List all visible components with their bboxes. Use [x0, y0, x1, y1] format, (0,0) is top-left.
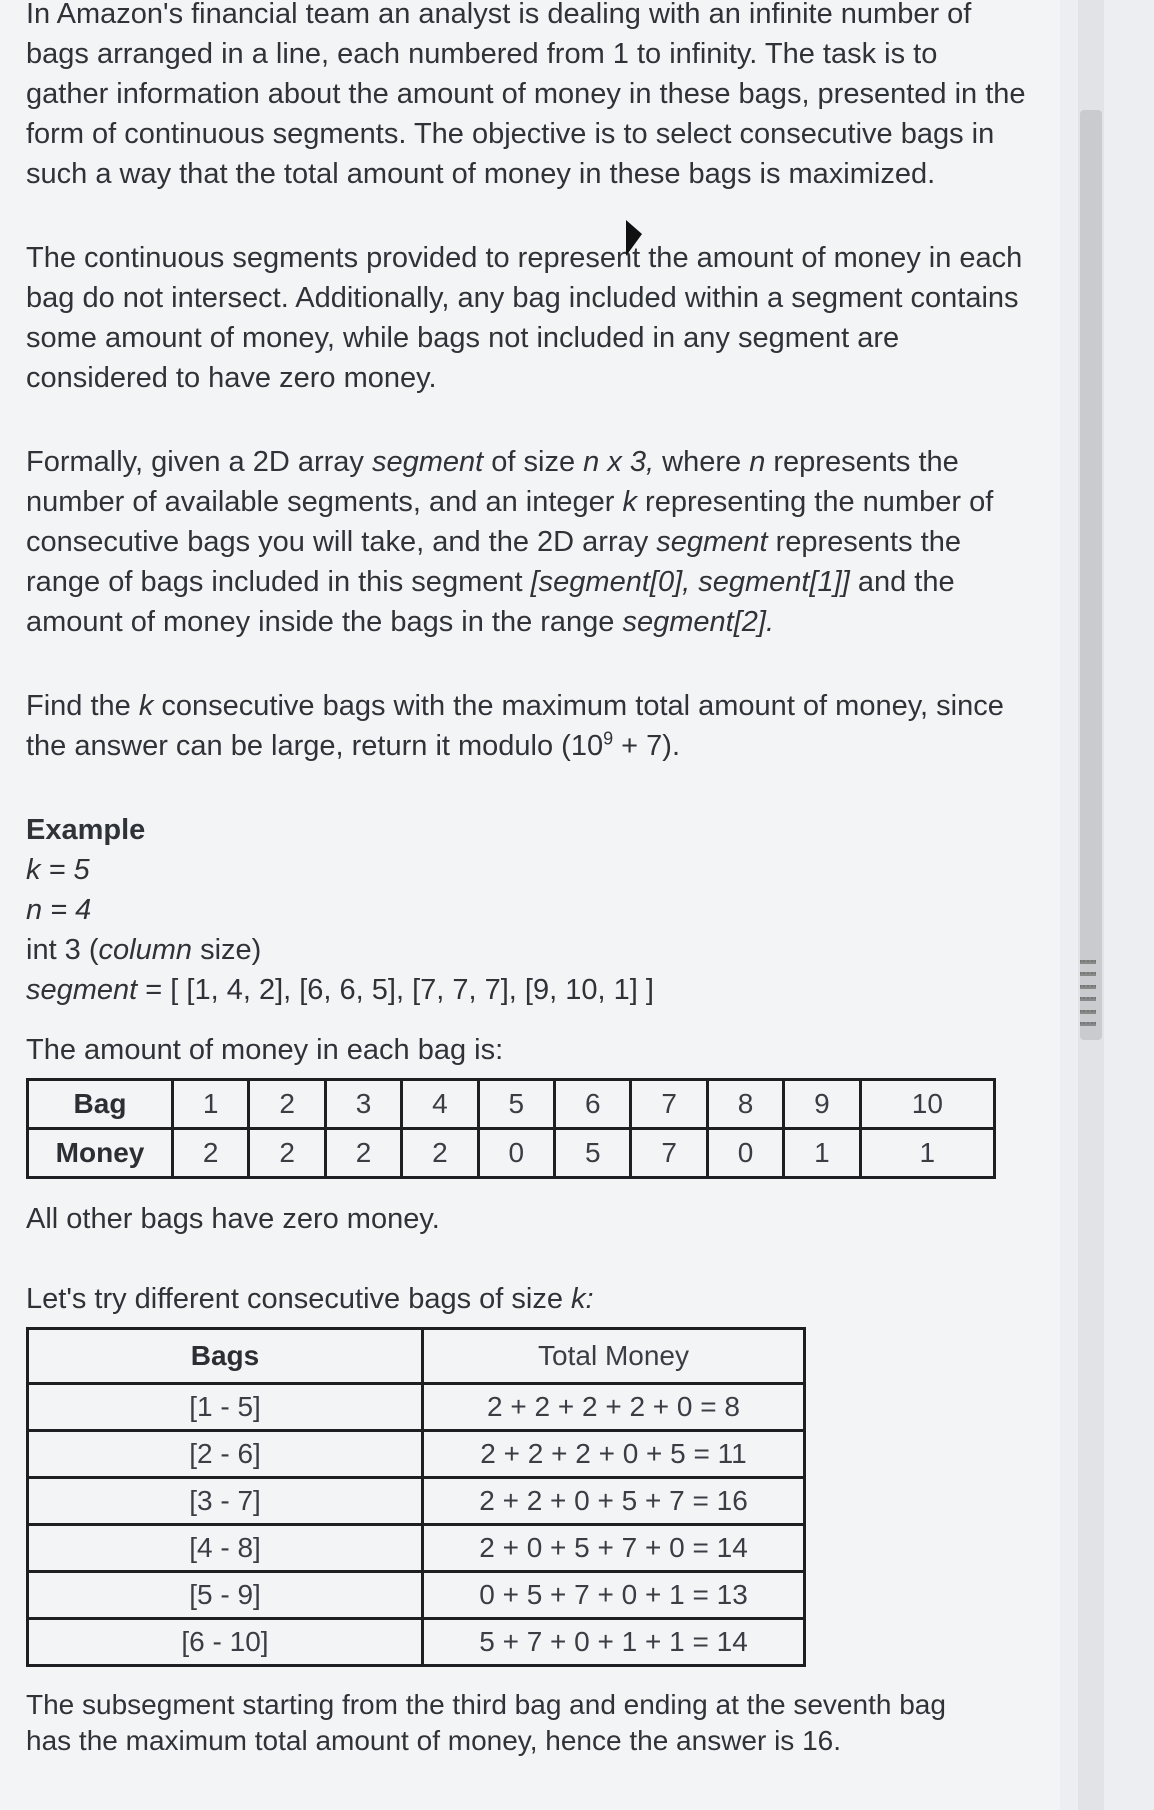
- table-row: [28, 1384, 805, 1431]
- paragraph-intro: In Amazon's financial team an analyst is dealing with an infinite number of bags arranged in a line, each numbered from 1 to infinity. The task is to gather information about the amount of money in these bags, presented in the form of continuous segments. The objective is to select consecutive bags in such a way that the total amount of money in these bags is maximized.: [26, 0, 1026, 190]
- table-row: [28, 1129, 995, 1178]
- bag-cell: 7: [631, 1080, 707, 1129]
- money-cell: 2: [325, 1129, 401, 1178]
- column-header-total: Total Money: [423, 1329, 805, 1384]
- bag-cell: 2: [249, 1080, 325, 1129]
- bags-range: [3 - 7]: [28, 1478, 423, 1525]
- text-fragment: and the amount of money inside the bags in the range: [26, 566, 955, 638]
- example-heading: Example: [26, 814, 146, 846]
- term-column: column: [98, 934, 193, 966]
- money-cell: 1: [784, 1129, 860, 1178]
- text-fragment: size): [192, 934, 262, 966]
- table-row: [28, 1619, 805, 1666]
- term-k: k:: [571, 1283, 594, 1315]
- segment-value: = [ [1, 4, 2], [6, 6, 5], [7, 7, 7], [9, 10, 1] ]: [137, 974, 654, 1006]
- bag-cell: 4: [402, 1080, 478, 1129]
- money-cell: 1: [860, 1129, 994, 1178]
- text-fragment: of size: [483, 446, 584, 478]
- text-fragment: int 3 (: [26, 934, 99, 966]
- money-cell: 2: [249, 1129, 325, 1178]
- text-fragment: represents the number of available segments, and an integer: [26, 446, 959, 518]
- table-row: [28, 1431, 805, 1478]
- bags-range: [6 - 10]: [28, 1619, 423, 1666]
- bag-cell: 1: [173, 1080, 249, 1129]
- money-cell: 2: [402, 1129, 478, 1178]
- table-row: [28, 1572, 805, 1619]
- money-cell: 0: [707, 1129, 783, 1178]
- tries-caption: [26, 1279, 1026, 1319]
- text-fragment: representing the number of consecutive bags you will take, and the 2D array: [26, 486, 994, 558]
- bags-range: [5 - 9]: [28, 1572, 423, 1619]
- example-k: k = 5: [26, 854, 90, 886]
- table-row: [28, 1525, 805, 1572]
- problem-statement: [26, 0, 1026, 1759]
- text-fragment: where: [654, 446, 750, 478]
- money-cell: 7: [631, 1129, 707, 1178]
- paragraph-formal: [26, 442, 1026, 642]
- paragraph-task: [26, 686, 1026, 766]
- text-fragment: Let's try different consecutive bags of size: [26, 1283, 572, 1315]
- resize-grip-icon[interactable]: [1078, 960, 1098, 1026]
- money-table: [26, 1078, 996, 1179]
- other-bags-note: All other bags have zero money.: [26, 1203, 440, 1235]
- bag-cell: 6: [555, 1080, 631, 1129]
- total-money: 2 + 2 + 2 + 0 + 5 = 11: [423, 1431, 805, 1478]
- term-segment: segment: [26, 974, 138, 1006]
- bag-cell: 9: [784, 1080, 860, 1129]
- table-row: [28, 1080, 995, 1129]
- bag-cell: 3: [325, 1080, 401, 1129]
- money-cell: 2: [173, 1129, 249, 1178]
- exponent: 9: [603, 728, 614, 749]
- text-fragment: Find the: [26, 690, 139, 722]
- text-fragment: consecutive bags with the maximum total amount of money, since the answer can be large, return it modulo (10: [26, 690, 1004, 762]
- bag-cell: 8: [707, 1080, 783, 1129]
- row-header-bag: Bag: [28, 1080, 173, 1129]
- text-fragment: + 7).: [613, 730, 681, 762]
- total-money: 0 + 5 + 7 + 0 + 1 = 13: [423, 1572, 805, 1619]
- term-k: k: [138, 690, 154, 722]
- paragraph-segments: The continuous segments provided to represent the amount of money in each bag do not intersect. Additionally, any bag included within a segment contains some amount of money, while bags not included in any segment are considered to have zero money.: [26, 242, 1023, 394]
- bag-cell: 5: [478, 1080, 554, 1129]
- term-n: n: [749, 446, 766, 478]
- bags-range: [4 - 8]: [28, 1525, 423, 1572]
- table-row: [28, 1478, 805, 1525]
- money-cell: 5: [555, 1129, 631, 1178]
- total-money: 2 + 0 + 5 + 7 + 0 = 14: [423, 1525, 805, 1572]
- row-header-money: Money: [28, 1129, 173, 1178]
- text-fragment: represents the range of bags included in this segment: [26, 526, 961, 598]
- total-money: 2 + 2 + 0 + 5 + 7 = 16: [423, 1478, 805, 1525]
- text-fragment: Formally, given a 2D array: [26, 446, 372, 478]
- term-segment: segment: [656, 526, 768, 558]
- mouse-cursor-icon: [626, 220, 642, 256]
- example-int: [26, 930, 1026, 970]
- term-size: n x 3,: [583, 446, 655, 478]
- total-money: 5 + 7 + 0 + 1 + 1 = 14: [423, 1619, 805, 1666]
- bags-range: [2 - 6]: [28, 1431, 423, 1478]
- money-caption: The amount of money in each bag is:: [26, 1034, 504, 1066]
- term-money: segment[2].: [622, 606, 775, 638]
- bag-cell: 10: [860, 1080, 994, 1129]
- tries-table: [26, 1327, 806, 1667]
- term-segment: segment: [371, 446, 484, 478]
- total-money: 2 + 2 + 2 + 2 + 0 = 8: [423, 1384, 805, 1431]
- term-k: k: [622, 486, 637, 518]
- example-segment: [26, 970, 1026, 1010]
- bags-range: [1 - 5]: [28, 1384, 423, 1431]
- conclusion: The subsegment starting from the third bag and ending at the seventh bag has the maximum total amount of money, hence the answer is 16.: [26, 1689, 946, 1756]
- column-header-bags: Bags: [28, 1329, 423, 1384]
- example-n: n = 4: [26, 894, 92, 926]
- term-range: [segment[0], segment[1]]: [530, 566, 850, 598]
- scrollbar-thumb[interactable]: [1080, 110, 1102, 1040]
- table-header-row: [28, 1329, 805, 1384]
- money-cell: 0: [478, 1129, 554, 1178]
